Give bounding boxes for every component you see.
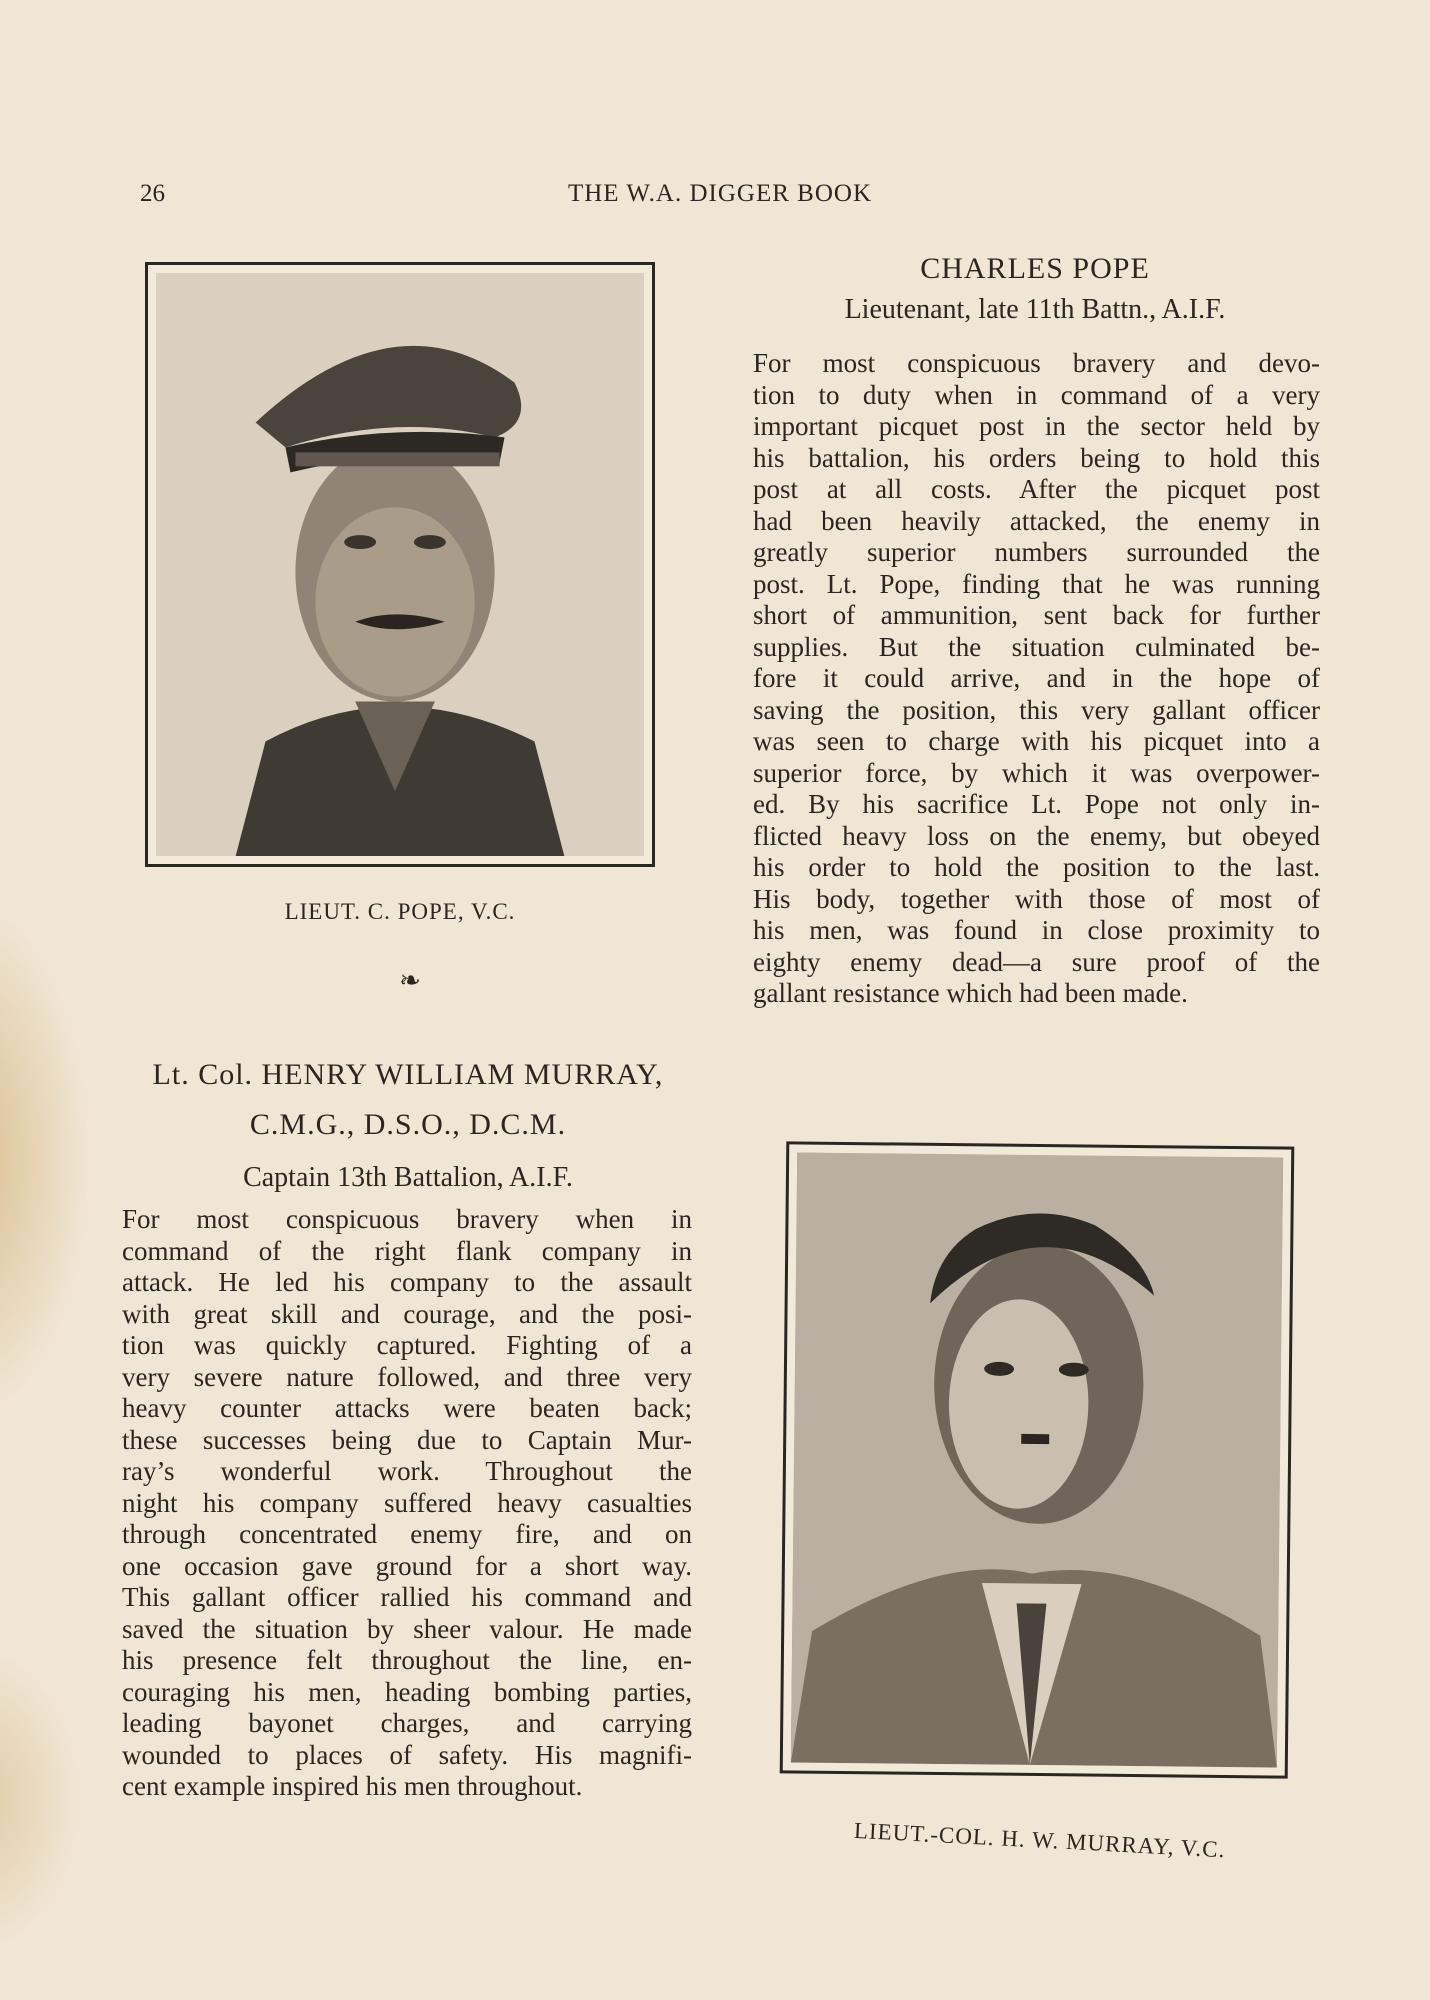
citation-line: fore it could arrive, and in the hope of xyxy=(753,663,1320,693)
citation-line: For most conspicuous bravery and devo- xyxy=(753,348,1320,378)
citation-line: with great skill and courage, and the posi- xyxy=(122,1298,692,1329)
citation-line: His body, together with those of most of xyxy=(753,883,1320,914)
paper-stain xyxy=(0,1650,80,1950)
citation-line: command of the right flank company in xyxy=(122,1235,692,1266)
page-number: 26 xyxy=(140,180,165,207)
citation-line: flicted heavy loss on the enemy, but obeyed xyxy=(753,820,1320,851)
citation-line: saved the situation by sheer valour. He made xyxy=(122,1613,692,1644)
citation-line: This gallant officer rallied his command and xyxy=(122,1582,692,1612)
citation-line: For most conspicuous bravery when in xyxy=(122,1204,692,1234)
citation-line: cent example inspired his men throughout. xyxy=(122,1771,583,1801)
pope-rank: Lieutenant, late 11th Battn., A.I.F. xyxy=(844,294,1226,325)
ornament-fleuron: ❧ xyxy=(399,966,421,995)
citation-line: couraging his men, heading bombing parties, xyxy=(122,1676,692,1707)
citation-line: had been heavily attacked, the enemy in xyxy=(753,505,1320,536)
citation-line: these successes being due to Captain Mur- xyxy=(122,1424,692,1455)
murray-portrait-photo xyxy=(780,1141,1295,1778)
paper-stain xyxy=(0,900,90,1420)
citation-line: tion to duty when in command of a very xyxy=(753,379,1320,410)
citation-line: very severe nature followed, and three very xyxy=(122,1361,692,1392)
citation-line: short of ammunition, sent back for further xyxy=(753,600,1320,630)
citation-line: night his company suffered heavy casualties xyxy=(122,1487,692,1518)
citation-line: gallant resistance which had been made. xyxy=(753,978,1188,1008)
citation-line: wounded to places of safety. His magnifi- xyxy=(122,1739,692,1770)
citation-line: heavy counter attacks were beaten back; xyxy=(122,1393,692,1423)
citation-line: post at all costs. After the picquet post xyxy=(753,474,1320,504)
citation-line: superior force, by which it was overpower- xyxy=(753,757,1320,788)
citation-line: through concentrated enemy fire, and on xyxy=(122,1519,692,1549)
citation-line: tion was quickly captured. Fighting of a xyxy=(122,1330,692,1360)
pope-citation xyxy=(753,348,1320,1010)
murray-honours: C.M.G., D.S.O., D.C.M. xyxy=(249,1108,567,1141)
citation-line: his battalion, his orders being to hold this xyxy=(753,442,1320,473)
murray-photo-caption: LIEUT.-COL. H. W. MURRAY, V.C. xyxy=(853,1817,1227,1863)
running-head xyxy=(140,180,1300,214)
citation-line: his presence felt throughout the line, en- xyxy=(122,1645,692,1675)
citation-line: his order to hold the position to the last. xyxy=(753,852,1320,882)
citation-line: important picquet post in the sector held by xyxy=(753,411,1320,441)
murray-name-line1: Lt. Col. HENRY WILLIAM MURRAY, xyxy=(152,1058,664,1091)
pope-portrait-photo xyxy=(145,262,655,867)
citation-line: leading bayonet charges, and carrying xyxy=(122,1708,692,1738)
citation-line: post. Lt. Pope, finding that he was running xyxy=(753,568,1320,599)
citation-line: was seen to charge with his picquet into a xyxy=(753,726,1320,756)
citation-line: his men, was found in close proximity to xyxy=(753,915,1320,945)
citation-line: eighty enemy dead—a sure proof of the xyxy=(753,946,1320,977)
citation-line: attack. He led his company to the assault xyxy=(122,1267,692,1297)
citation-line: saving the position, this very gallant officer xyxy=(753,694,1320,725)
pope-name: CHARLES POPE xyxy=(920,252,1150,285)
murray-heading xyxy=(118,1058,698,1194)
citation-line: ed. By his sacrifice Lt. Pope not only in- xyxy=(753,789,1320,819)
pope-heading xyxy=(745,252,1325,326)
pope-photo-caption: LIEUT. C. POPE, V.C. xyxy=(284,899,516,924)
citation-line: ray’s wonderful work. Throughout the xyxy=(122,1456,692,1486)
murray-rank: Captain 13th Battalion, A.I.F. xyxy=(243,1162,573,1193)
citation-line: greatly superior numbers surrounded the xyxy=(753,537,1320,567)
book-title: THE W.A. DIGGER BOOK xyxy=(567,180,873,207)
pope-portrait-image xyxy=(156,273,644,856)
citation-line: one occasion gave ground for a short way. xyxy=(122,1550,692,1581)
citation-line: supplies. But the situation culminated be- xyxy=(753,631,1320,662)
murray-citation xyxy=(122,1204,692,1803)
murray-portrait-image xyxy=(791,1152,1283,1767)
